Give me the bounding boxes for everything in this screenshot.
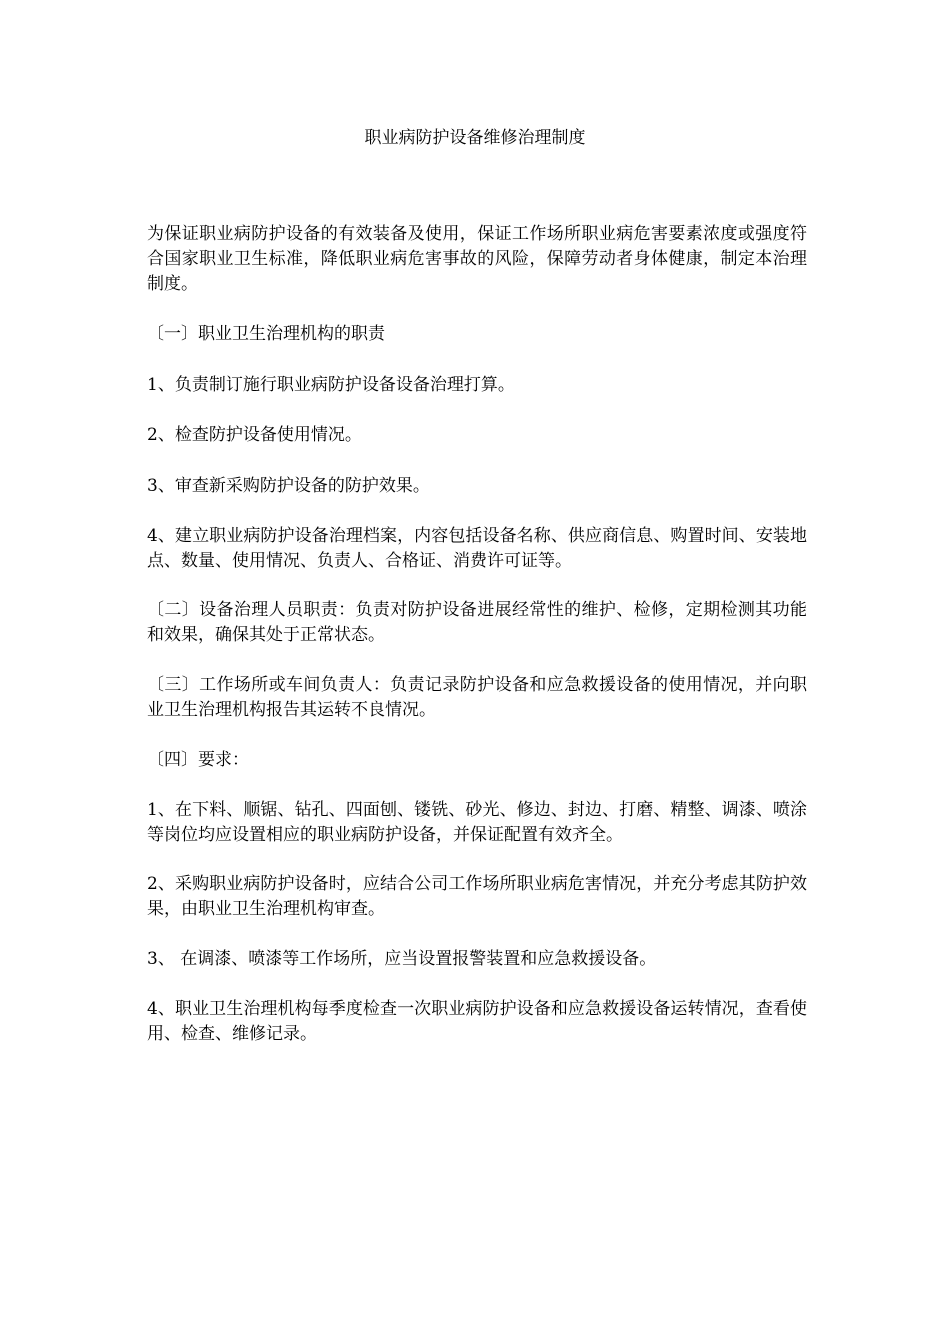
list-item: 4、职业卫生治理机构每季度检查一次职业病防护设备和应急救援设备运转情况，查看使用、检查、维修记录。 [147, 999, 807, 1044]
document-title: 职业病防护设备维修治理制度 [364, 128, 586, 148]
section-heading-4: 〔四〕要求： [147, 750, 249, 770]
list-item: 1、在下料、顺锯、钻孔、四面刨、镂铣、砂光、修边、封边、打磨、精整、调漆、喷涂等岗位均应设置相应的职业病防护设备，并保证配置有效齐全。 [147, 800, 807, 845]
list-item: 3、 在调漆、喷漆等工作场所，应当设置报警装置和应急救援设备。 [147, 949, 657, 969]
list-item: 3、审查新采购防护设备的防护效果。 [147, 476, 430, 496]
section-paragraph-2: 〔二〕设备治理人员职责：负责对防护设备进展经常性的维护、检修，定期检测其功能和效果，确保其处于正常状态。 [147, 600, 807, 645]
list-item: 2、采购职业病防护设备时，应结合公司工作场所职业病危害情况，并充分考虑其防护效果，由职业卫生治理机构审查。 [147, 874, 807, 919]
section-heading-1: 〔一〕职业卫生治理机构的职责 [147, 324, 385, 344]
intro-paragraph: 为保证职业病防护设备的有效装备及使用，保证工作场所职业病危害要素浓度或强度符合国家职业卫生标准，降低职业病危害事故的风险，保障劳动者身体健康，制定本治理制度。 [147, 224, 807, 294]
list-item: 2、检查防护设备使用情况。 [147, 425, 362, 445]
list-item: 4、建立职业病防护设备治理档案，内容包括设备名称、供应商信息、购置时间、安装地点、数量、使用情况、负责人、合格证、消费许可证等。 [147, 526, 807, 571]
section-paragraph-3: 〔三〕工作场所或车间负责人：负责记录防护设备和应急救援设备的使用情况，并向职业卫生治理机构报告其运转不良情况。 [147, 675, 807, 720]
list-item: 1、负责制订施行职业病防护设备设备治理打算。 [147, 375, 515, 395]
